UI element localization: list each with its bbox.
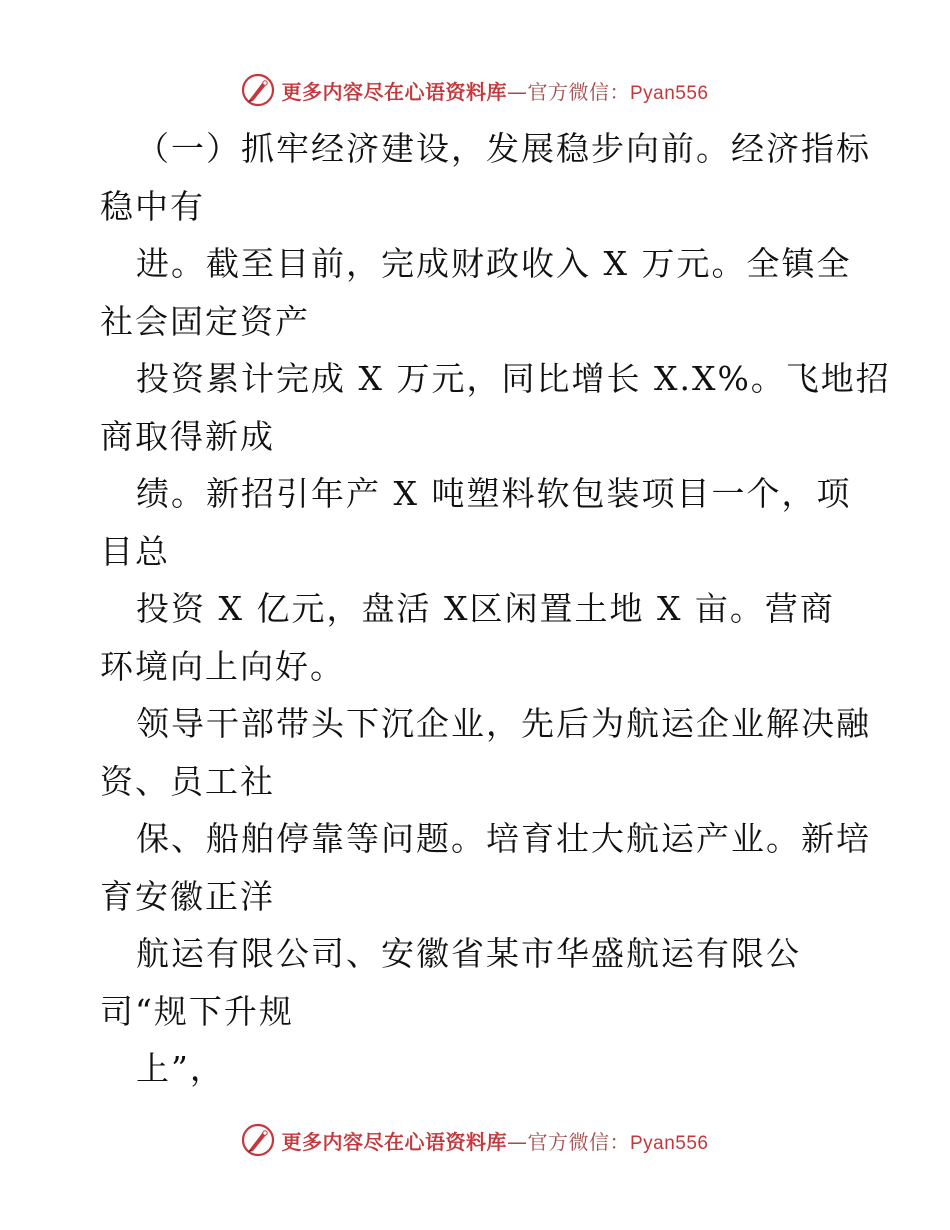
header-banner <box>0 70 950 110</box>
banner-separator: — <box>506 79 528 104</box>
body-line: 稳中有 <box>100 186 205 226</box>
body-line: 进。截至目前，完成财政收入 X 万元。全镇全 <box>136 244 852 283</box>
body-line: 商取得新成 <box>100 416 275 456</box>
banner-main-text: 更多内容尽在心语资料库 <box>281 1129 507 1154</box>
body-line: 投资累计完成 X 万元，同比增长 X.X%。飞地招 <box>136 359 891 398</box>
body-line: 资、员工社 <box>100 761 275 801</box>
body-line: 投资 X 亿元，盘活 X区闲置土地 X 亩。营商 <box>136 589 835 628</box>
body-line: 上”， <box>136 1049 225 1088</box>
footer-banner <box>0 1120 950 1160</box>
body-line: 环境向上向好。 <box>100 646 345 686</box>
body-line: 保、船舶停靠等问题。培育壮大航运产业。新培 <box>136 819 871 858</box>
banner-main-text: 更多内容尽在心语资料库 <box>281 79 507 104</box>
banner-wechat-label: 官方微信： <box>527 79 630 104</box>
banner-wechat-label: 官方微信： <box>527 1129 630 1154</box>
quill-pen-logo-icon <box>241 73 275 107</box>
body-line: （一）抓牢经济建设，发展稳步向前。经济指标 <box>136 129 871 168</box>
body-line: 育安徽正洋 <box>100 876 275 916</box>
body-line: 领导干部带头下沉企业，先后为航运企业解决融 <box>136 704 871 743</box>
banner-wechat-id: Pyan556 <box>629 82 709 104</box>
banner-wechat-id: Pyan556 <box>629 1132 709 1154</box>
body-line: 目总 <box>100 531 170 571</box>
body-line: 绩。新招引年产 X 吨塑料软包装项目一个，项 <box>136 474 852 513</box>
body-line: 社会固定资产 <box>100 301 310 341</box>
document-body <box>100 120 891 1098</box>
body-line: 司“规下升规 <box>100 991 294 1031</box>
body-line: 航运有限公司、安徽省某市华盛航运有限公 <box>136 934 801 973</box>
banner-separator: — <box>506 1129 528 1154</box>
quill-pen-logo-icon <box>241 1123 275 1157</box>
